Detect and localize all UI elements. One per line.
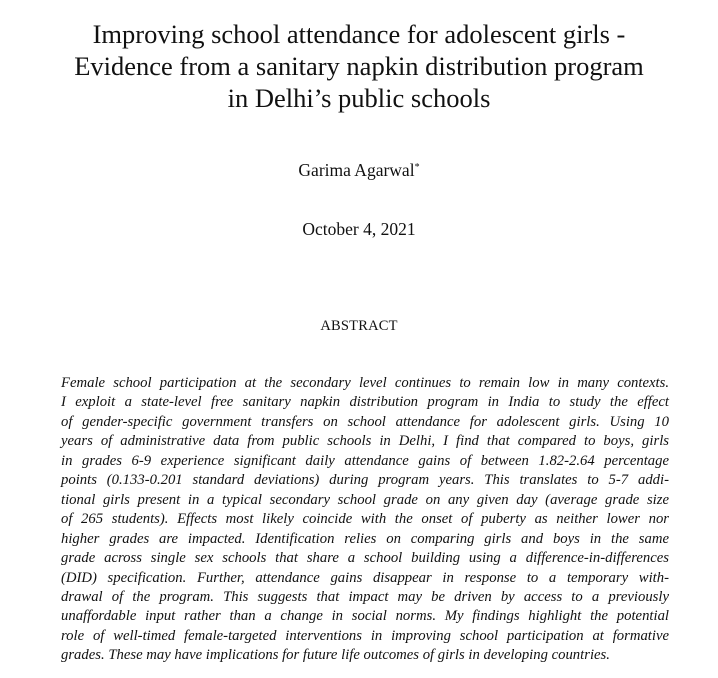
abstract-line: unaffordable input rather than a change in social norms. My findings highlight the potential [61, 608, 669, 625]
abstract-line: Female school participation at the secondary level continues to remain low in many contexts. [61, 375, 669, 391]
author-line [0, 160, 718, 181]
title-line: in Delhi’s public schools [227, 83, 491, 113]
title-line: Evidence from a sanitary napkin distribution program [74, 51, 644, 81]
author-name: Garima Agarwal [298, 160, 415, 180]
abstract-body [61, 374, 669, 666]
paper-date: October 4, 2021 [302, 219, 416, 239]
abstract-line: role of well-timed female-targeted interventions in improving school participation at formative [61, 627, 669, 644]
abstract-line: grade across single sex schools that share a school building using a difference-in-differences [61, 550, 669, 567]
abstract-line: I exploit a state-level free sanitary napkin distribution program in India to study the effect [61, 394, 669, 411]
paper-title [0, 18, 718, 114]
title-line: Improving school attendance for adolescent girls - [92, 19, 626, 49]
abstract-line: in grades 6-9 experience significant daily attendance gains of between 1.82-2.64 percentage [61, 452, 669, 469]
abstract-line: (DID) specification. Further, attendance gains disappear in response to a temporary with- [61, 569, 669, 586]
abstract-line: of 265 students). Effects most likely coincide with the onset of puberty as neither lower nor [61, 511, 669, 528]
abstract-line: grades. These may have implications for future life outcomes of girls in developing countries. [61, 647, 610, 664]
abstract-line: higher grades are impacted. Identification relies on comparing girls and boys in the same [61, 530, 669, 547]
abstract-line: years of administrative data from public schools in Delhi, I find that compared to boys, girls [61, 433, 669, 450]
abstract-heading: ABSTRACT [320, 318, 398, 334]
author-footnote-mark: * [414, 162, 420, 173]
abstract-line: of gender-specific government transfers on school attendance for adolescent girls. Using 10 [61, 413, 669, 430]
abstract-line: tional girls present in a typical secondary school grade on any given day (average grade size [61, 491, 669, 508]
abstract-line: drawal of the program. This suggests that impact may be driven by access to a previously [61, 588, 669, 605]
abstract-line: points (0.133-0.201 standard deviations) during program years. This translates to 5-7 addi- [61, 472, 669, 489]
